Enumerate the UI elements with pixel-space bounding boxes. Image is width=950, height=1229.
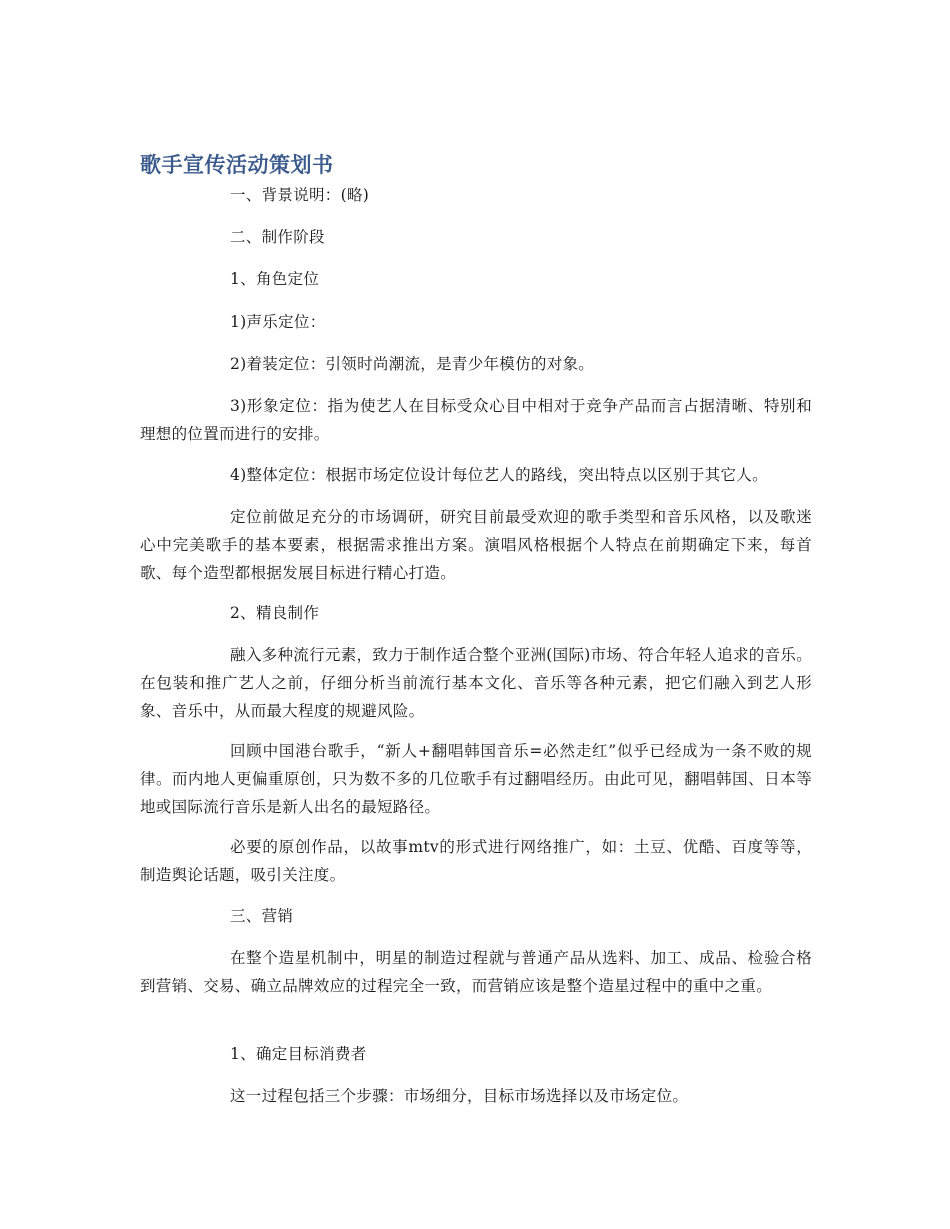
paragraph-original-works: 必要的原创作品，以故事mtv的形式进行网络推广，如：土豆、优酷、百度等等，制造舆论话题，吸引关注度。: [140, 838, 812, 884]
paragraph-outfit-positioning: 2)着装定位：引领时尚潮流，是青少年模仿的对象。: [230, 355, 595, 373]
paragraph-vocal-positioning: 1)声乐定位：: [230, 313, 326, 331]
paragraph-overall-positioning: 4)整体定位：根据市场定位设计每位艺人的路线，突出特点以区别于其它人。: [230, 466, 768, 484]
paragraph-background: 一、背景说明：(略): [230, 186, 370, 204]
heading-target-consumers: 1、确定目标消费者: [230, 1045, 367, 1063]
heading-marketing: 三、营销: [230, 907, 294, 925]
paragraph-hk-taiwan-singers: 回顾中国港台歌手，“新人+翻唱韩国音乐=必然走红”似乎已经成为一条不败的规律。而内地人更偏重原创，只为数不多的几位歌手有过翻唱经历。由此可见，翻唱韩国、日本等地或国际流行音乐是新人出名的最短路径。: [140, 742, 812, 816]
paragraph-three-steps: 这一过程包括三个步骤：市场细分，目标市场选择以及市场定位。: [230, 1087, 689, 1105]
paragraph-image-positioning: 3)形象定位：指为使艺人在目标受众心目中相对于竞争产品而言占据清晰、特别和理想的位置而进行的安排。: [140, 397, 812, 443]
heading-role-positioning: 1、角色定位: [230, 270, 320, 288]
heading-production-stage: 二、制作阶段: [230, 228, 325, 246]
paragraph-market-research: 定位前做足充分的市场调研，研究目前最受欢迎的歌手类型和音乐风格，以及歌迷心中完美歌手的基本要素，根据需求推出方案。演唱风格根据个人特点在前期确定下来，每首歌、每个造型都根据发展目标进行精心打造。: [140, 508, 812, 582]
document-title: 歌手宣传活动策划书: [140, 153, 334, 177]
heading-fine-production: 2、精良制作: [230, 604, 320, 622]
paragraph-pop-elements: 融入多种流行元素，致力于制作适合整个亚洲(国际)市场、符合年轻人追求的音乐。在包装和推广艺人之前，仔细分析当前流行基本文化、音乐等各种元素，把它们融入到艺人形象、音乐中，从而最大程度的规避风险。: [140, 646, 812, 720]
paragraph-star-making: 在整个造星机制中，明星的制造过程就与普通产品从选料、加工、成品、检验合格到营销、交易、确立品牌效应的过程完全一致，而营销应该是整个造星过程中的重中之重。: [140, 949, 812, 995]
